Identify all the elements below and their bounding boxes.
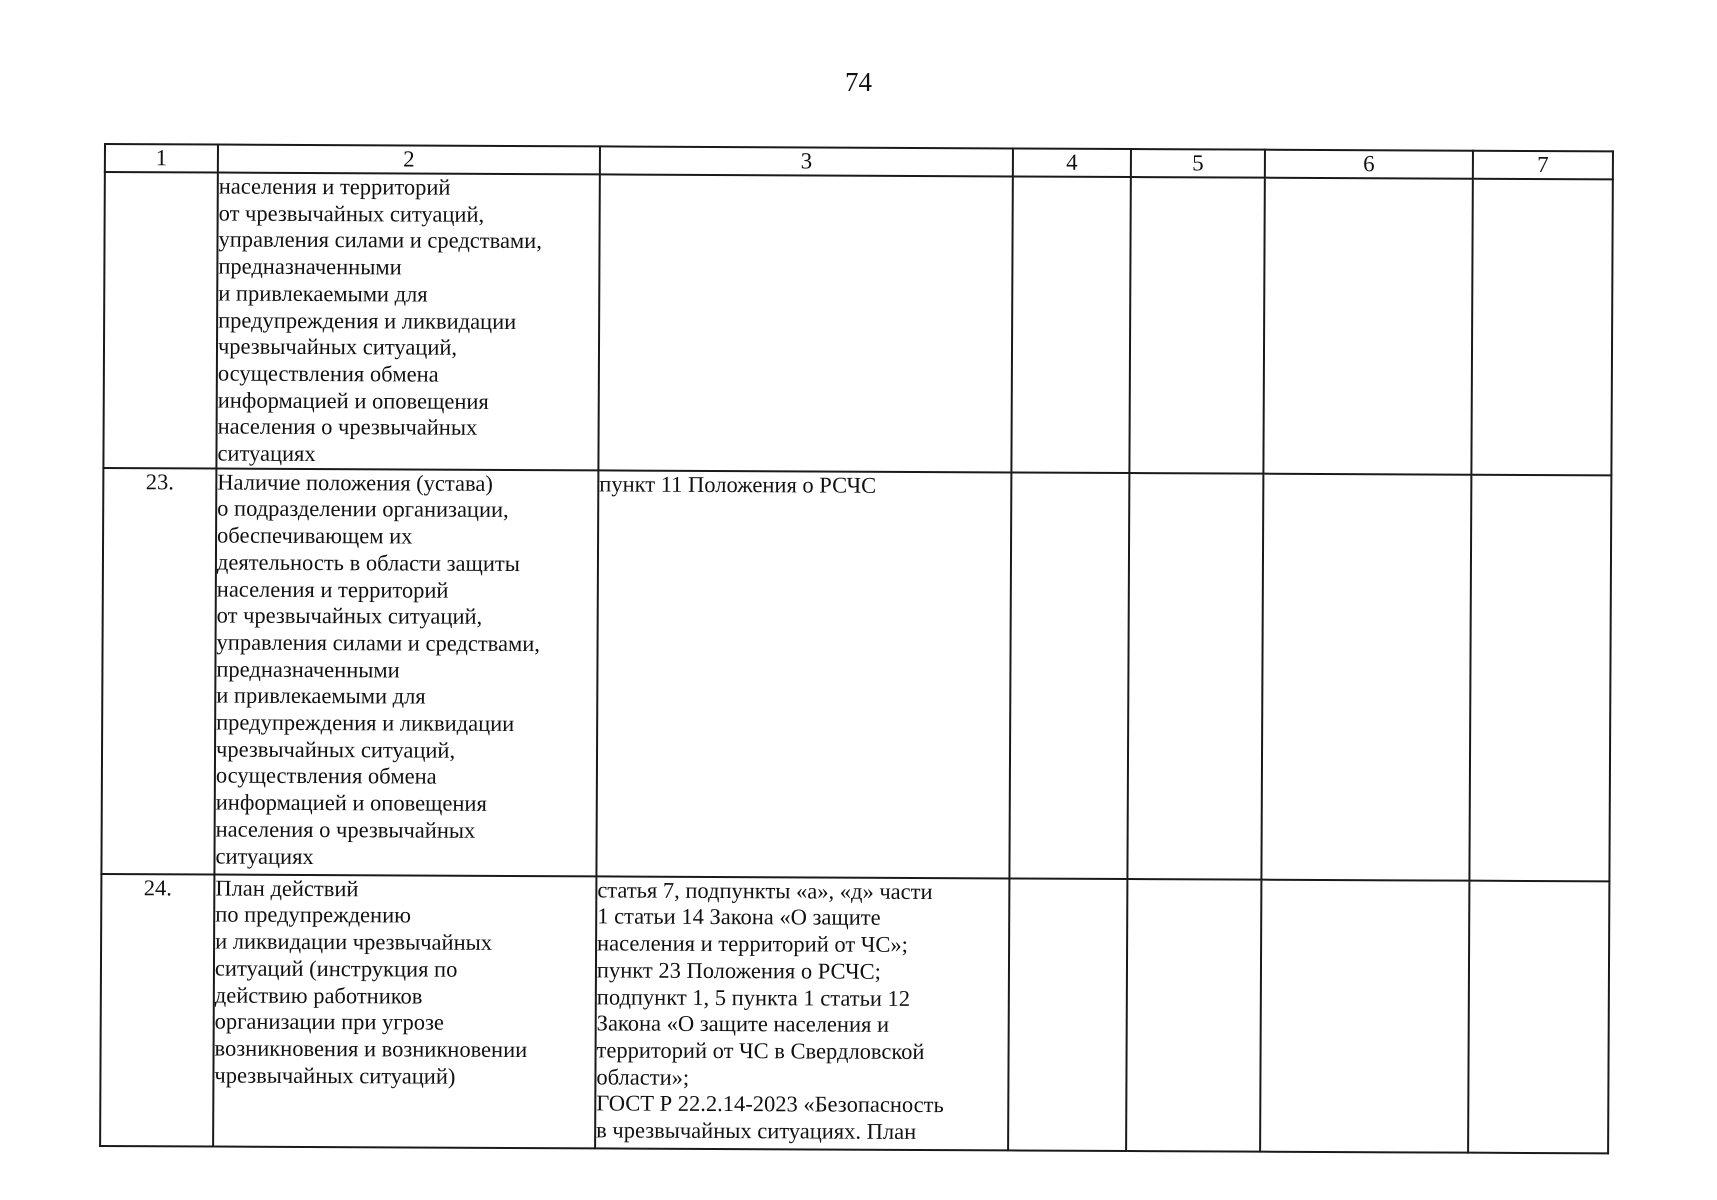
row-number-cell: 23. [101, 468, 216, 875]
column-4-cell [1008, 878, 1127, 1151]
column-6-cell [1261, 473, 1471, 880]
column-5-cell [1126, 879, 1261, 1152]
legal-basis-cell: пункт 11 Положения о РСЧС [596, 470, 1011, 878]
column-5-cell [1127, 473, 1263, 880]
column-4-cell [1011, 176, 1130, 472]
column-header-6: 6 [1265, 150, 1473, 179]
column-7-cell [1469, 474, 1611, 881]
table-body [100, 172, 1613, 1153]
column-header-1: 1 [105, 144, 218, 173]
page-number: 74 [845, 67, 872, 97]
legal-basis-cell: статья 7, подпункты «а», «д» части 1 статьи 14 Закона «О защите населения и территорий от ЧС»; пункт 23 Положения о РСЧС; подпункт 1, 5 пункта 1 статьи 12 Закона «О защите населения и территорий от ЧС в Свердловской области»; ГОСТ Р 22.2.14-2023 «Безопасность в чрезвычайных ситуациях. План [595, 876, 1009, 1150]
requirement-cell: населения и территорий от чрезвычайных ситуаций, управления силами и средствами, предназначенными и привлекаемыми для предупреждения и ликвидации чрезвычайных ситуаций, осуществления обмена информацией и оповещения населения о чрезвычайных ситуациях [216, 173, 599, 471]
row-number-cell: 24. [100, 874, 214, 1147]
column-header-7: 7 [1473, 151, 1613, 180]
table-row [100, 874, 1609, 1153]
column-4-cell [1009, 472, 1129, 879]
requirement-cell: План действий по предупреждению и ликвидации чрезвычайных ситуаций (инструкция по действию работников организации при угрозе возникновения и возникновении чрезвычайных ситуаций) [213, 874, 596, 1148]
table-row [101, 468, 1611, 881]
column-7-cell [1468, 880, 1609, 1153]
requirements-table [99, 143, 1614, 1154]
row-number-cell [103, 172, 217, 468]
column-header-2: 2 [218, 145, 600, 175]
column-header-5: 5 [1131, 149, 1265, 178]
column-6-cell [1260, 879, 1469, 1152]
column-6-cell [1263, 178, 1472, 475]
legal-basis-cell [598, 174, 1012, 472]
column-7-cell [1471, 179, 1612, 475]
column-header-3: 3 [600, 146, 1013, 176]
column-header-4: 4 [1013, 148, 1131, 177]
table-row [103, 172, 1612, 475]
requirement-cell: Наличие положения (устава) о подразделении организации, обеспечивающем их деятельность в области защиты населения и территорий от чрезвычайных ситуаций, управления силами и средствами, предназначенными и привлекаемыми для предупреждения и ликвидации чрезвычайных ситуаций, осуществления обмена информацией и оповещения населения о чрезвычайных ситуациях [214, 468, 598, 876]
column-5-cell [1129, 177, 1264, 473]
